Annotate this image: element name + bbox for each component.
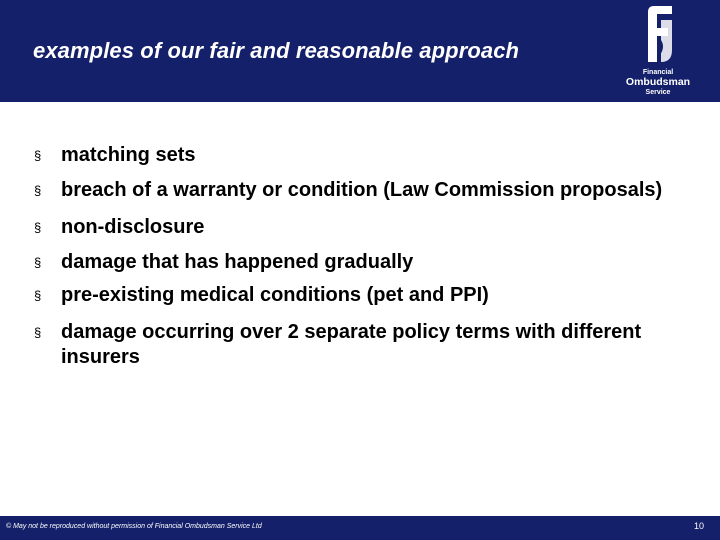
logo-wordmark xyxy=(622,69,694,96)
footer-bar xyxy=(0,516,720,540)
bullet-text: damage that has happened gradually xyxy=(61,251,414,273)
bullet-item xyxy=(34,215,684,240)
bullet-item xyxy=(34,250,684,275)
bullet-item xyxy=(34,178,684,203)
logo-line-financial: Financial xyxy=(642,69,674,76)
logo-line-service: Service xyxy=(645,88,671,96)
bullet-item xyxy=(34,283,684,308)
bullet-marker-icon: § xyxy=(34,288,42,303)
financial-ombudsman-logo xyxy=(622,6,694,98)
bullet-marker-icon: § xyxy=(34,220,42,235)
bullet-text: non-disclosure xyxy=(61,216,205,238)
copyright-notice: © May not be reproduced without permission of Financial Ombudsman Service Ltd xyxy=(6,523,262,530)
bullet-marker-icon: § xyxy=(34,255,42,270)
bullet-marker-icon: § xyxy=(34,183,42,198)
slide-title: examples of our fair and reasonable approach xyxy=(33,38,520,63)
bullet-item xyxy=(34,143,684,168)
logo-line-ombudsman: Ombudsman xyxy=(625,76,691,88)
bullet-marker-icon: § xyxy=(34,148,42,163)
header-bar xyxy=(0,0,720,102)
bullet-text: pre-existing medical conditions (pet and PPI) xyxy=(61,284,489,306)
bullet-text: matching sets xyxy=(61,144,196,166)
fos-emblem-icon xyxy=(644,6,672,62)
bullet-text: damage occurring over 2 separate policy terms with different insurers xyxy=(61,321,642,368)
bullet-list xyxy=(34,143,684,370)
bullet-item xyxy=(34,320,684,370)
bullet-text: breach of a warranty or condition (Law Commission proposals) xyxy=(61,179,663,201)
page-number: 10 xyxy=(693,521,704,531)
bullet-marker-icon: § xyxy=(34,325,42,340)
